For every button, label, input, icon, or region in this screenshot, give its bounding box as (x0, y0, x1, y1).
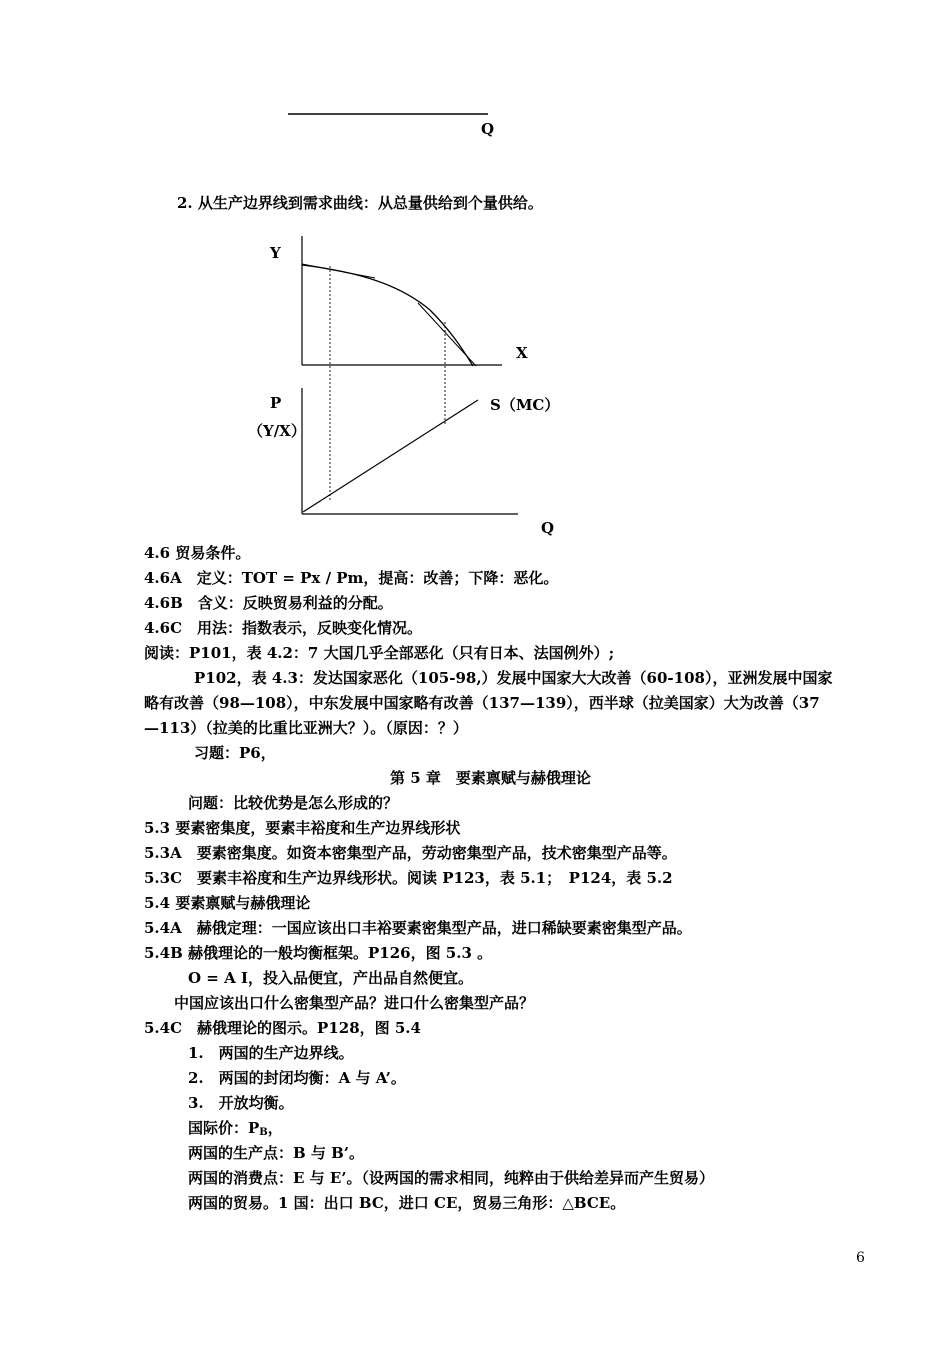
text-line: 4.6C 用法：指数表示，反映变化情况。 (144, 619, 423, 637)
text-line: 5.3 要素密集度，要素丰裕度和生产边界线形状 (144, 819, 461, 837)
text-line: 5.3A 要素密集度。如资本密集型产品，劳动密集型产品，技术密集型产品等。 (144, 844, 677, 862)
top-fragment-q-label: Q (481, 120, 495, 138)
tangent-line-lower (418, 303, 476, 366)
price-line-suffix: ， (267, 1119, 283, 1137)
upper-y-label: Y (270, 244, 281, 262)
upper-x-label: X (516, 344, 528, 362)
price-subscript: B (259, 1127, 268, 1138)
text-line: —113）（拉美的比重比亚洲大？）。（原因：？） (144, 719, 468, 737)
text-line: 4.6 贸易条件。 (144, 544, 251, 562)
text-line: 5.4C 赫俄理论的图示。P128，图 5.4 (144, 1019, 421, 1037)
text-line: P102，表 4.3：发达国家恶化（105-98,）发展中国家大大改善（60-108），亚洲发展中国家 (194, 669, 833, 687)
supply-label: S（MC） (490, 396, 560, 414)
text-line: 两国的消费点：E 与 E’。（设两国的需求相同，纯粹由于供给差异而产生贸易） (188, 1169, 715, 1187)
lower-p-sub-label: （Y/X） (248, 422, 306, 440)
supply-curve (303, 400, 478, 512)
text-line: 2. 两国的封闭均衡：A 与 A’。 (188, 1069, 406, 1087)
text-line: 5.4B 赫俄理论的一般均衡框架。P126，图 5.3 。 (144, 944, 493, 962)
text-line: 4.6B 含义：反映贸易利益的分配。 (144, 594, 393, 612)
text-line: 4.6A 定义：TOT = Px / Pm，提高：改善；下降：恶化。 (144, 569, 559, 587)
text-line: 两国的贸易。1 国：出口 BC，进口 CE，贸易三角形：△BCE。 (188, 1194, 626, 1212)
text-line: 阅读：P101，表 4.2：7 大国几乎全部恶化（只有日本、法国例外）; (144, 644, 615, 662)
text-line: 1. 两国的生产边界线。 (188, 1044, 354, 1062)
text-line: 5.3C 要素丰裕度和生产边界线形状。阅读 P123，表 5.1； P124，表 5.2 (144, 869, 673, 887)
text-line: 习题：P6， (194, 744, 276, 762)
text-line: 略有改善（98—108），中东发展中国家略有改善（137—139），西半球（拉美国家）大为改善（37 (144, 694, 820, 712)
text-line: 中国应该出口什么密集型产品？进口什么密集型产品？ (174, 994, 535, 1012)
text-line: 5.4 要素禀赋与赫俄理论 (144, 894, 311, 912)
price-line (188, 1119, 283, 1142)
lower-q-label: Q (541, 519, 555, 537)
text-line: 5.4A 赫俄定理：一国应该出口丰裕要素密集型产品，进口稀缺要素密集型产品。 (144, 919, 692, 937)
page-number: 6 (856, 1250, 865, 1266)
production-frontier-curve (302, 265, 473, 366)
lower-p-label: P (270, 394, 282, 412)
text-line: 两国的生产点：B 与 B’。 (188, 1144, 365, 1162)
price-line-text: 国际价：P (188, 1119, 260, 1137)
text-line: O = A I，投入品便宜，产出品自然便宜。 (188, 969, 473, 987)
section-heading: 2. 从生产边界线到需求曲线：从总量供给到个量供给。 (177, 194, 543, 212)
text-line: 3. 开放均衡。 (188, 1094, 294, 1112)
tangent-line-upper (302, 264, 375, 278)
text-line: 问题：比较优势是怎么形成的？ (188, 794, 399, 812)
chapter-title: 第 5 章 要素禀赋与赫俄理论 (390, 769, 591, 787)
